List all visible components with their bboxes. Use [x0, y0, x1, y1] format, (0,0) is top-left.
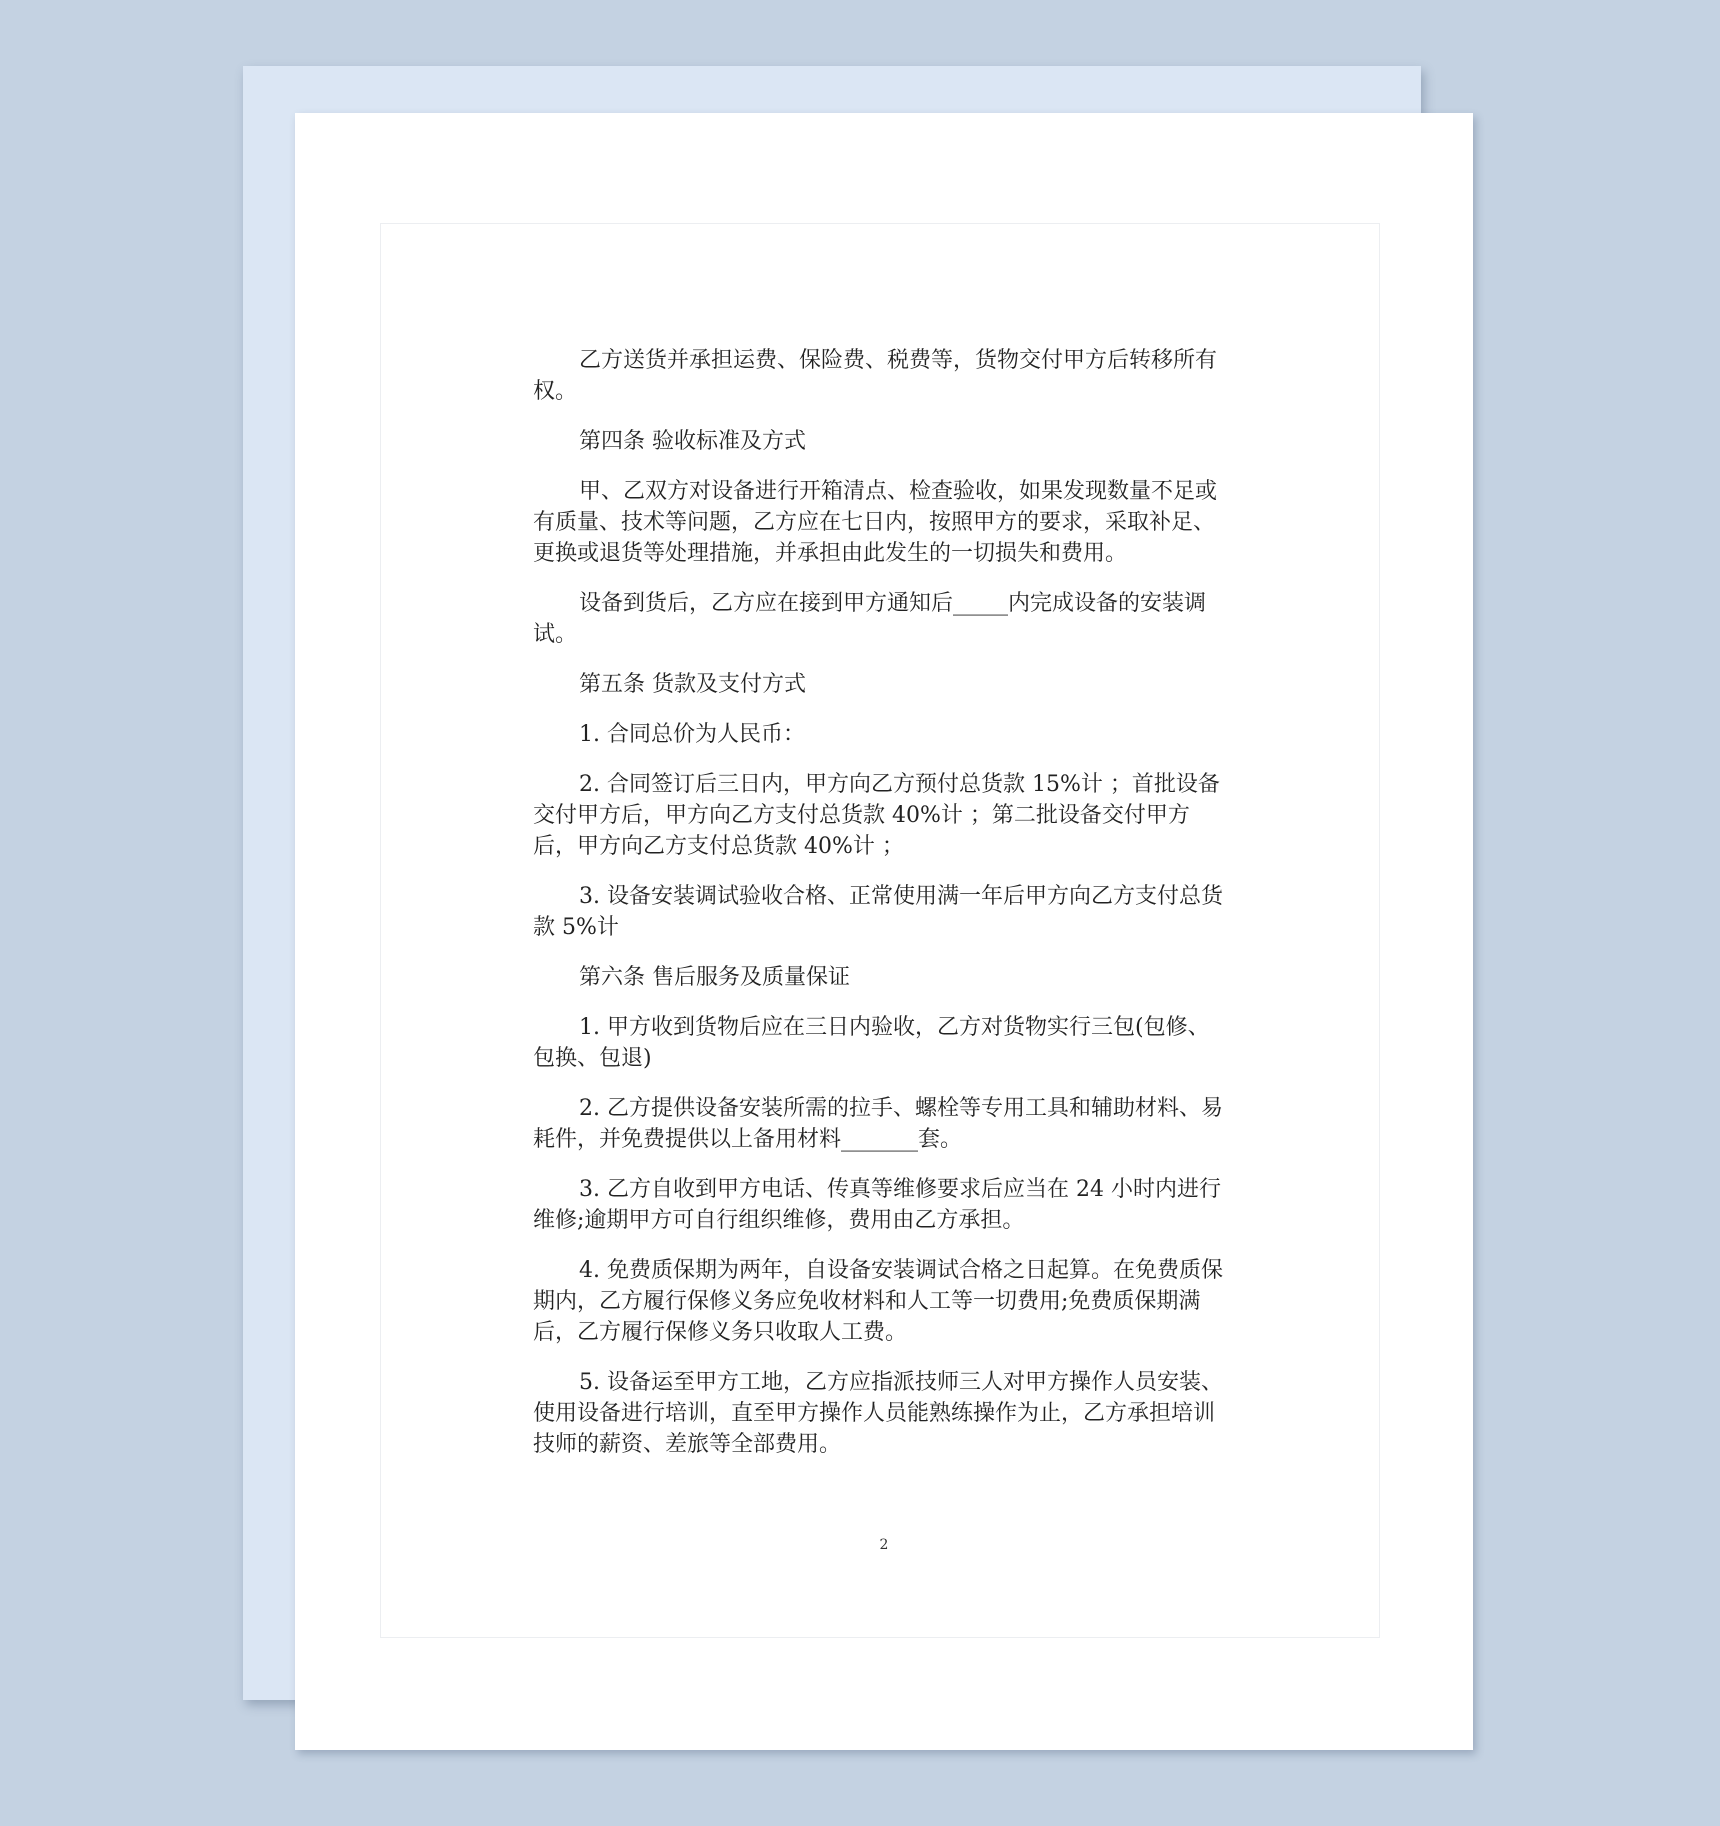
service-item-1: 1. 甲方收到货物后应在三日内验收，乙方对货物实行三包(包修、包换、包退)	[533, 1015, 1210, 1071]
paragraph-inspection: 甲、乙双方对设备进行开箱清点、检查验收，如果发现数量不足或有质量、技术等问题，乙方应在七日内，按照甲方的要求，采取补足、更换或退货等处理措施，并承担由此发生的一切损失和费用。	[533, 479, 1218, 566]
heading-article-5: 第五条 货款及支付方式	[579, 672, 806, 697]
payment-item-2: 2. 合同签订后三日内，甲方向乙方预付总货款 15%计 ；首批设备交付甲方后，甲方向乙方支付总货款 40%计 ；第二批设备交付甲方后，甲方向乙方支付总货款 40%计 ；	[533, 772, 1220, 859]
service-item-5: 5. 设备运至甲方工地，乙方应指派技师三人对甲方操作人员安装、使用设备进行培训，直至甲方操作人员能熟练操作为止，乙方承担培训技师的薪资、差旅等全部费用。	[533, 1370, 1223, 1457]
front-page-sheet	[295, 113, 1473, 1750]
payment-item-3: 3. 设备安装调试验收合格、正常使用满一年后甲方向乙方支付总货款 5%计	[533, 884, 1223, 940]
payment-item-1: 1. 合同总价为人民币：	[579, 722, 805, 747]
paragraph-installation: 设备到货后，乙方应在接到甲方通知后_____内完成设备的安装调试。	[533, 591, 1207, 647]
service-item-4: 4. 免费质保期为两年，自设备安装调试合格之日起算。在免费质保期内，乙方履行保修义务应免收材料和人工等一切费用;免费质保期满后，乙方履行保修义务只收取人工费。	[533, 1258, 1223, 1345]
heading-article-4: 第四条 验收标准及方式	[579, 429, 806, 454]
service-item-3: 3. 乙方自收到甲方电话、传真等维修要求后应当在 24 小时内进行维修;逾期甲方可自行组织维修，费用由乙方承担。	[533, 1177, 1221, 1233]
page-number: 2	[879, 1537, 889, 1553]
document-body	[533, 345, 1223, 1479]
paragraph-transfer-ownership: 乙方送货并承担运费、保险费、税费等，货物交付甲方后转移所有权。	[533, 348, 1218, 404]
heading-article-6: 第六条 售后服务及质量保证	[579, 965, 850, 990]
service-item-2: 2. 乙方提供设备安装所需的拉手、螺栓等专用工具和辅助材料、易耗件，并免费提供以上备用材料_______套。	[533, 1096, 1223, 1152]
